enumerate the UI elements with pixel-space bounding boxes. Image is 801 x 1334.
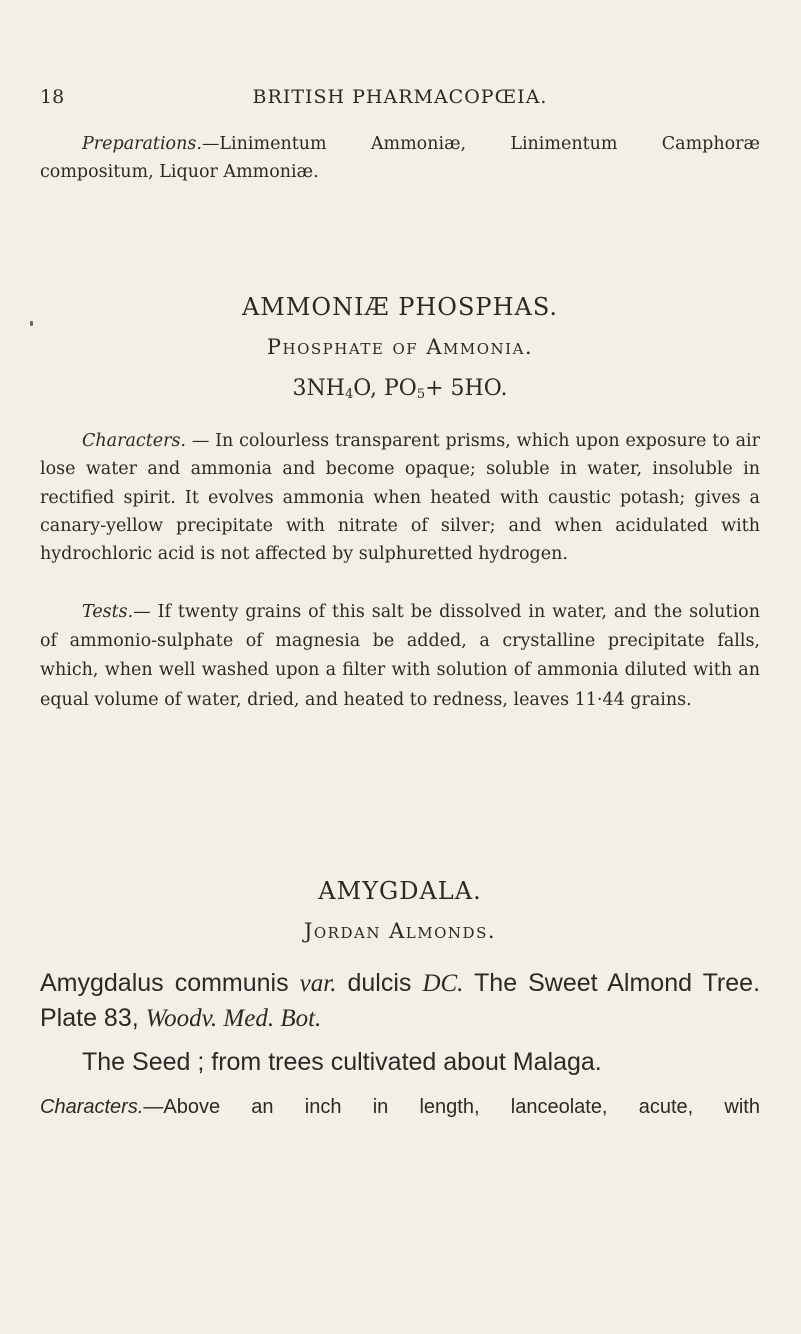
preparations-paragraph — [40, 130, 760, 187]
ink-speck — [30, 321, 33, 326]
amygdala-characters-text: —Above an inch in length, lanceolate, acute, with — [143, 1096, 760, 1118]
source-text: dulcis — [336, 969, 423, 997]
ammoniae-phosphas-title: AMMONIÆ PHOSPHAS. — [241, 293, 559, 321]
characters-label: Characters. — [82, 431, 186, 451]
preparations-text: —Linimentum Ammoniæ, Linimentum Camphoræ compositum, Liquor Ammoniæ. — [40, 134, 760, 183]
tests-paragraph — [40, 598, 760, 715]
source-variety-abbrev: var. — [299, 970, 337, 997]
tests-label: Tests. — [82, 602, 134, 622]
source-text: Amygdalus communis — [40, 969, 300, 997]
chemical-formula — [40, 376, 760, 402]
source-reference: Woodv. Med. Bot. — [145, 1005, 322, 1032]
source-authority: DC. — [422, 970, 464, 997]
amygdala-characters-paragraph — [40, 1093, 760, 1121]
source-text: The Sweet Almond Tree. Plate 83, — [40, 969, 761, 1032]
ammoniae-phosphas-subtitle: Phosphate of Ammonia. — [266, 335, 534, 359]
amygdala-title: AMYGDALA. — [318, 877, 482, 905]
formula-subscript: 5 — [416, 387, 426, 402]
amygdala-subtitle: Jordan Almonds. — [303, 919, 497, 943]
formula-subscript: 4 — [344, 387, 354, 402]
tests-text: — If twenty grains of this salt be dissolved in water, and the solution of ammonio-sulphate of magnesia be added, a crystalline precipitate falls, which, when well washed upon a filter with solution of ammonia diluted with an equal volume of water, dried, and heated to redness, leaves 11·44 grains. — [40, 602, 760, 710]
formula-part: 3NH — [292, 376, 345, 401]
amygdala-seed: The Seed ; from trees cultivated about Malaga. — [82, 1048, 602, 1076]
formula-part: + 5HO. — [425, 376, 508, 401]
formula-part: O, PO — [353, 376, 417, 401]
characters-paragraph — [40, 427, 760, 568]
preparations-label: Preparations. — [82, 134, 202, 154]
page-number: 18 — [40, 86, 65, 108]
running-title: BRITISH PHARMACOPŒIA. — [252, 86, 548, 108]
amygdala-source — [40, 966, 760, 1036]
amygdala-characters-label: Characters. — [40, 1096, 144, 1118]
characters-text: — In colourless transparent prisms, which upon exposure to air lose water and ammonia and become opaque; soluble in water, insoluble in rectified spirit. It evolves ammonia when heated with caustic potash; gives a canary-yellow precipitate with nitrate of silver; and when acidulated with hydrochloric acid is not affected by sulphuretted hydrogen. — [40, 431, 760, 565]
running-head — [40, 86, 760, 116]
